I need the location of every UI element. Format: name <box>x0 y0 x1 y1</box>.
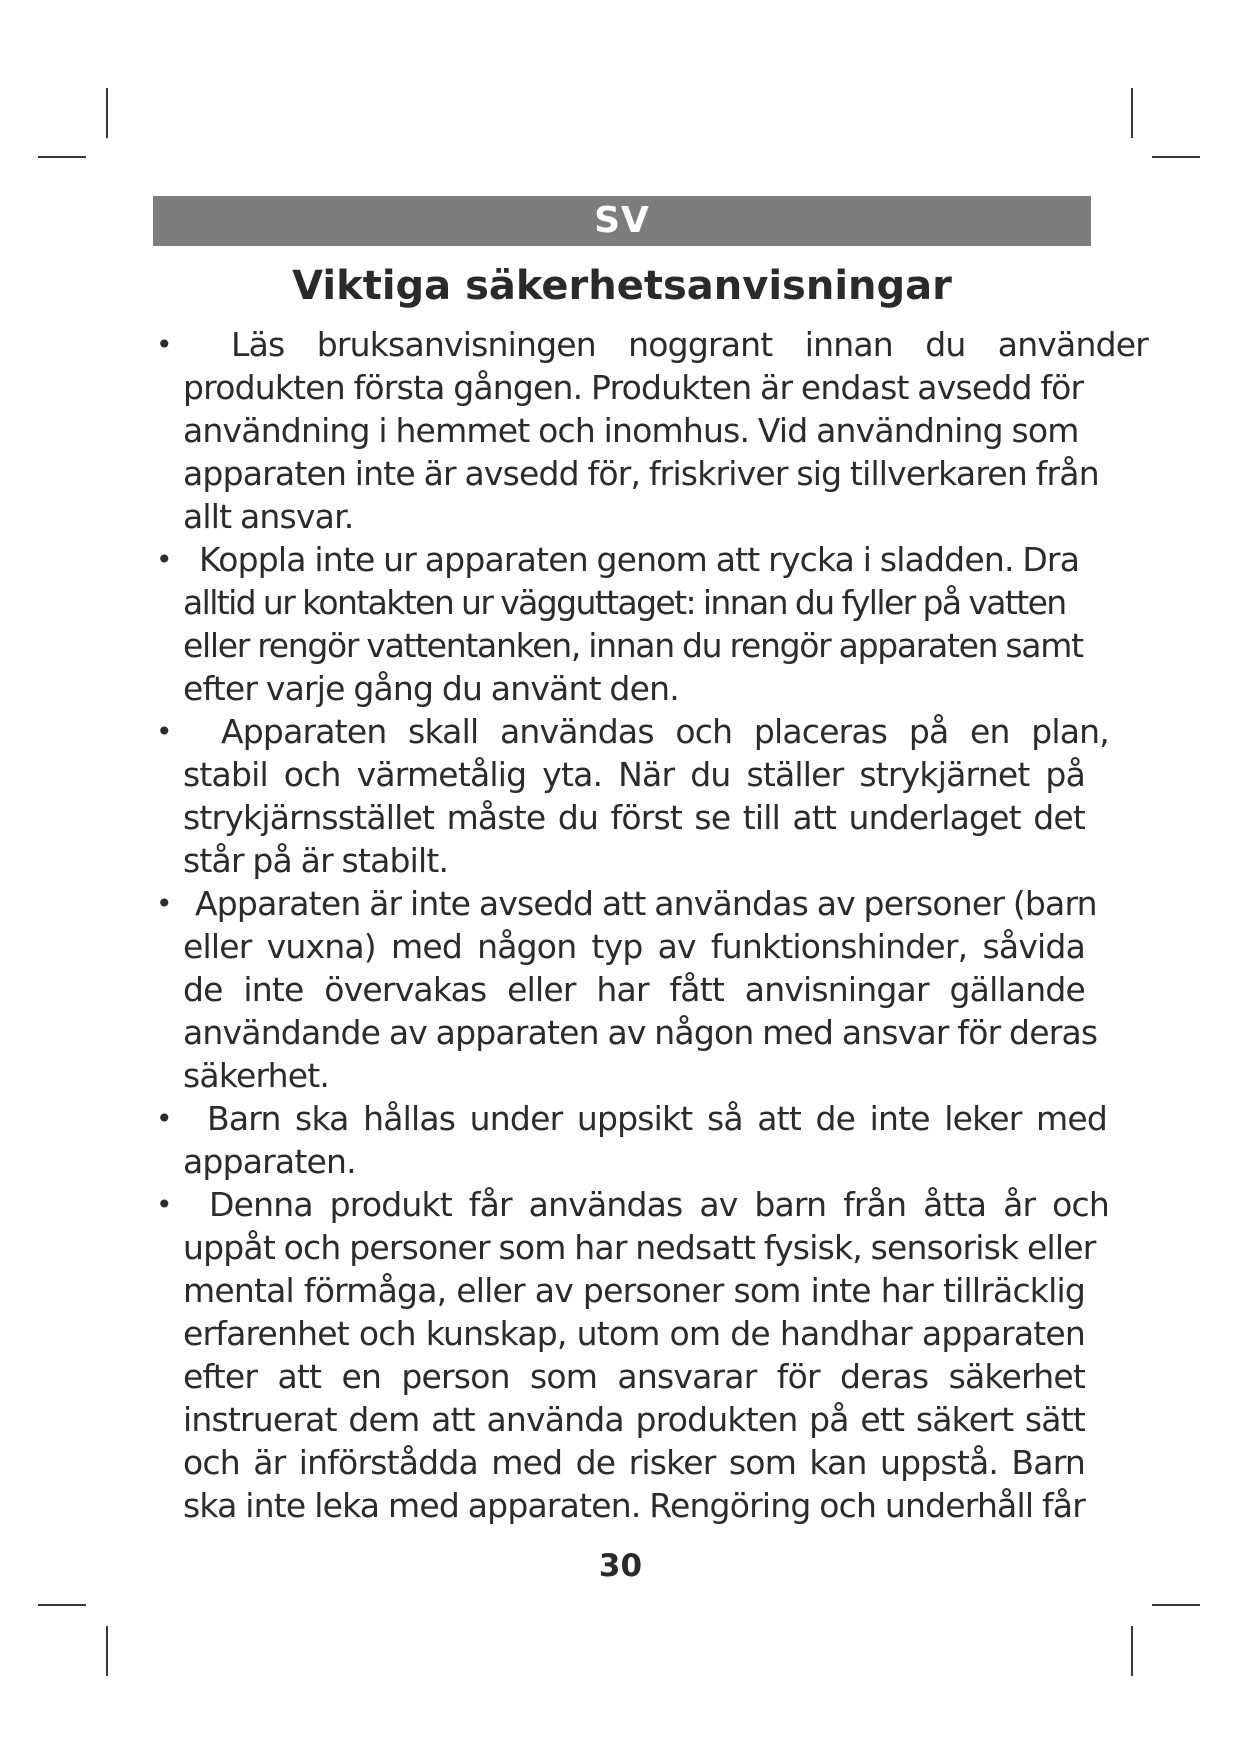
text-line: eller vuxna) med någon typ av funktionshinder, såvida <box>183 927 1085 966</box>
text-line: står på är stabilt. <box>183 841 449 880</box>
list-item <box>153 1097 1146 1183</box>
bullet-marker: • <box>156 543 172 576</box>
text-line: efter att en person som ansvarar för deras säkerhet <box>183 1357 1085 1396</box>
crop-mark-bottom-left-vertical <box>106 1626 108 1676</box>
crop-mark-top-left-vertical <box>106 88 108 138</box>
text-line: efter varje gång du använt den. <box>183 669 679 708</box>
bullet-marker: • <box>156 887 172 920</box>
safety-instructions-list <box>153 323 1146 1527</box>
text-line: säkerhet. <box>183 1056 330 1095</box>
text-line: produkten första gången. Produkten är endast avsedd för <box>183 368 1084 407</box>
bullet-marker: • <box>156 1102 172 1135</box>
bullet-marker: • <box>156 715 172 748</box>
text-line: apparaten inte är avsedd för, friskriver sig tillverkaren från <box>183 454 1099 493</box>
text-line: Denna produkt får användas av barn från åtta år och <box>209 1185 1109 1224</box>
text-line: Koppla inte ur apparaten genom att rycka i sladden. Dra <box>199 540 1080 579</box>
list-item <box>153 323 1146 538</box>
list-item <box>153 538 1146 710</box>
text-line: erfarenhet och kunskap, utom om de handhar apparaten <box>183 1314 1085 1353</box>
text-line: de inte övervakas eller har fått anvisningar gällande <box>183 970 1085 1009</box>
bullet-marker: • <box>156 328 172 361</box>
text-line: uppåt och personer som har nedsatt fysisk, sensorisk eller <box>183 1228 1096 1267</box>
text-line: användande av apparaten av någon med ansvar för deras <box>183 1013 1098 1052</box>
list-item <box>153 1183 1146 1527</box>
bullet-marker: • <box>156 1188 172 1221</box>
page-title: Viktiga säkerhetsanvisningar <box>292 263 952 309</box>
text-line: mental förmåga, eller av personer som inte har tillräcklig <box>183 1271 1085 1310</box>
text-line: Barn ska hållas under uppsikt så att de inte leker med <box>207 1099 1107 1138</box>
text-line: användning i hemmet och inomhus. Vid användning som <box>183 411 1079 450</box>
text-line: stabil och värmetålig yta. När du ställer strykjärnet på <box>183 755 1085 794</box>
crop-mark-bottom-left-horizontal <box>38 1604 86 1606</box>
text-line: Apparaten är inte avsedd att användas av personer (barn <box>195 884 1097 923</box>
text-line: Läs bruksanvisningen noggrant innan du använder <box>231 325 1148 364</box>
page-number: 30 <box>598 1548 643 1584</box>
list-item <box>153 882 1146 1097</box>
text-line: ska inte leka med apparaten. Rengöring och underhåll får <box>183 1486 1085 1525</box>
crop-mark-top-right-vertical <box>1131 88 1133 138</box>
text-line: alltid ur kontakten ur vägguttaget: innan du fyller på vatten <box>183 583 1066 622</box>
text-line: strykjärnsstället måste du först se till att underlaget det <box>183 798 1085 837</box>
text-line: apparaten. <box>183 1142 356 1181</box>
text-line: och är införstådda med de risker som kan uppstå. Barn <box>183 1443 1085 1482</box>
crop-mark-top-left-horizontal <box>38 156 86 158</box>
crop-mark-bottom-right-horizontal <box>1152 1604 1200 1606</box>
text-line: instruerat dem att använda produkten på ett säkert sätt <box>183 1400 1085 1439</box>
crop-mark-bottom-right-vertical <box>1131 1626 1133 1676</box>
text-line: Apparaten skall användas och placeras på en plan, <box>221 712 1109 751</box>
crop-mark-top-right-horizontal <box>1152 156 1200 158</box>
text-line: allt ansvar. <box>183 497 354 536</box>
list-item <box>153 710 1146 882</box>
language-banner: SV <box>153 196 1091 246</box>
text-line: eller rengör vattentanken, innan du rengör apparaten samt <box>183 626 1083 665</box>
